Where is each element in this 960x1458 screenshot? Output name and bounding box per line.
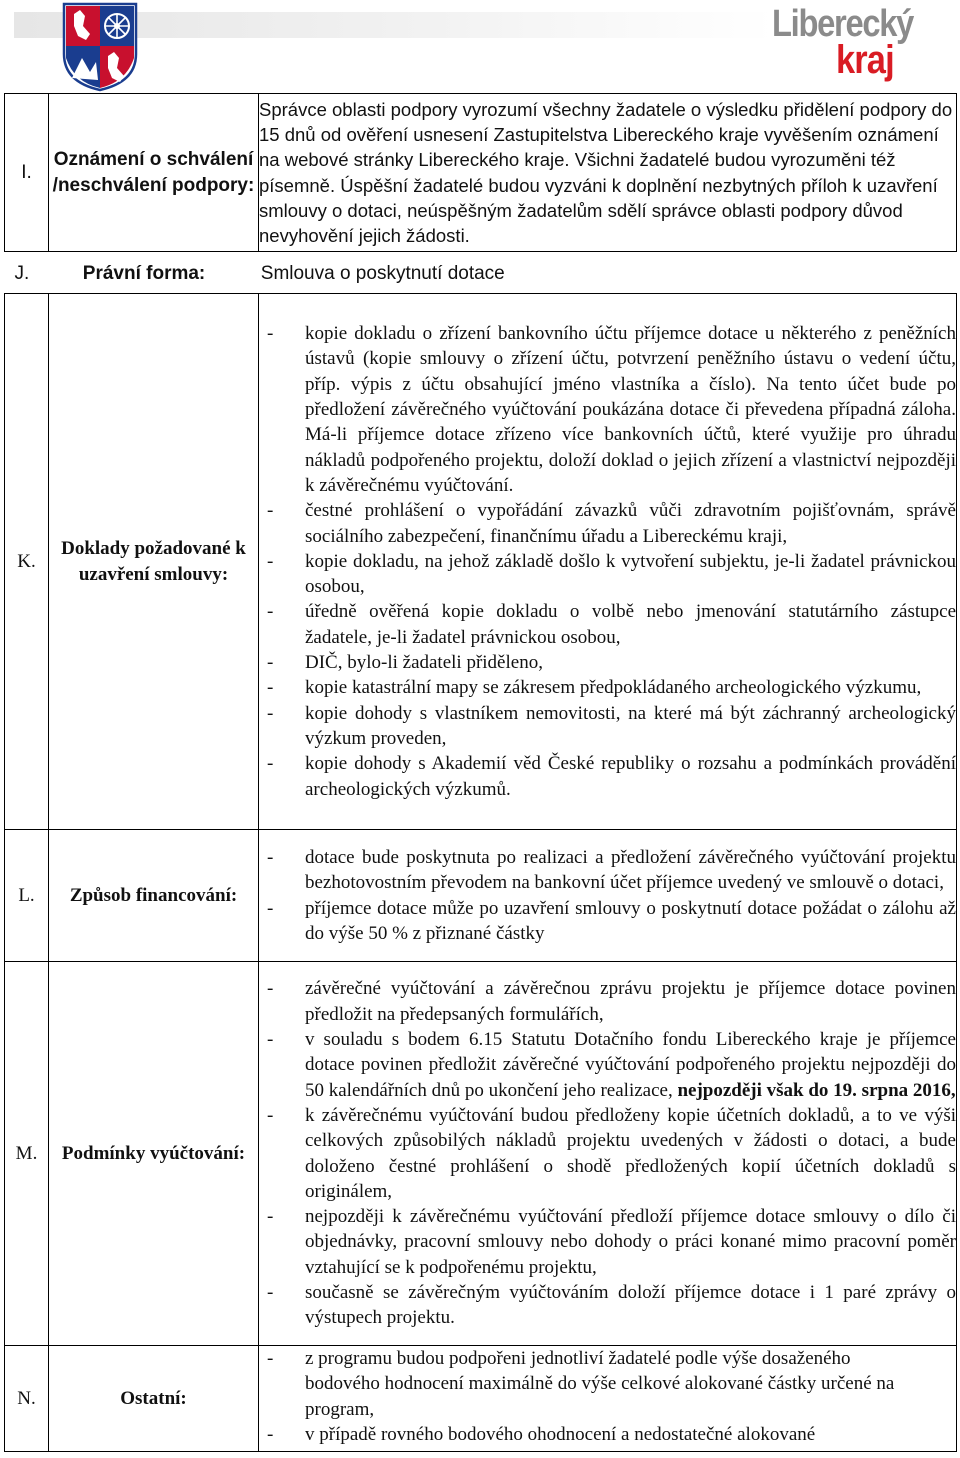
list-item: - DIČ, bylo-li žadateli přiděleno, — [259, 650, 956, 675]
financing-list — [259, 845, 956, 946]
accounting-conditions-list — [259, 976, 956, 1330]
table-row-j — [5, 252, 957, 294]
grant-conditions-table — [4, 93, 957, 1452]
coat-of-arms-icon — [62, 2, 138, 92]
table-row-m — [5, 962, 957, 1346]
row-content — [259, 1346, 957, 1452]
list-item: - v případě rovného bodového ohodnocení a nedostatečné alokované — [259, 1422, 916, 1446]
list-item: - z programu budou podpořeni jednotliví žadatelé podle výše dosaženého bodového hodnocení maximálně do výše celkové alokované částky určené na program, — [259, 1346, 916, 1422]
logo-text-bottom: kraj — [836, 38, 894, 82]
list-item: - současně se závěrečným vyúčtováním doloží příjemce dotace i 1 paré zprávy o výstupech projektu. — [259, 1280, 956, 1331]
list-item: - nejpozději k závěrečnému vyúčtování předloží příjemce dotace smlouvy o dílo či objednávky, pracovní smlouvy nebo dohody o práci konané mimo pracovní poměr vztahující se k podpořenému projektu, — [259, 1204, 956, 1280]
page-header — [0, 0, 960, 92]
list-item — [259, 1027, 956, 1103]
row-content — [259, 962, 957, 1346]
row-label: Oznámení o schválení /neschválení podpory: — [49, 94, 259, 252]
legal-form-line — [5, 252, 957, 294]
list-item: - k závěrečnému vyúčtování budou předloženy kopie účetních dokladů, a to ve výši celkových způsobilých nákladů projektu uvedených v žádosti o dotaci, a bude doloženo čestné prohlášení o shodě předložených kopií účetních dokladů s originálem, — [259, 1103, 956, 1204]
table-row-i — [5, 94, 957, 252]
list-item: - dotace bude poskytnuta po realizaci a předložení závěrečného vyúčtování projektu bezhotovostním převodem na bankovní účet příjemce uvedený ve smlouvě o dotaci, — [259, 845, 956, 896]
deadline-text: nejpozději však do 19. srpna 2016, — [677, 1079, 956, 1101]
row-content — [259, 830, 957, 962]
list-item: - kopie dokladu, na jehož základě došlo k vytvoření subjektu, je-li žadatel právnickou osobou, — [259, 549, 956, 600]
row-content — [259, 294, 957, 830]
row-label: Podmínky vyúčtování: — [49, 962, 259, 1346]
table-row-n — [5, 1346, 957, 1452]
row-label: Způsob financování: — [49, 830, 259, 962]
other-conditions-clip — [259, 1346, 956, 1446]
logo-text-top: Liberecký — [772, 3, 913, 45]
list-item: - kopie katastrální mapy se zákresem předpokládaného archeologického výzkumu, — [259, 675, 956, 700]
table-row-k — [5, 294, 957, 830]
row-letter: L. — [5, 830, 49, 962]
row-letter: K. — [5, 294, 49, 830]
row-label: Právní forma: — [82, 262, 206, 284]
legal-form-value: Smlouva o poskytnutí dotace — [260, 262, 505, 284]
required-documents-list — [259, 321, 956, 802]
row-letter: J. — [14, 262, 30, 284]
list-item: - kopie dohody s vlastníkem nemovitosti, na které má být záchranný archeologický výzkum proveden, — [259, 701, 956, 752]
row-label: Doklady požadované k uzavření smlouvy: — [49, 294, 259, 830]
list-item: - závěrečné vyúčtování a závěrečnou zprávu projektu je příjemce dotace povinen předložit na předepsaných formulářích, — [259, 976, 956, 1027]
row-label: Ostatní: — [49, 1346, 259, 1452]
other-conditions-list — [259, 1346, 956, 1446]
row-letter: I. — [5, 94, 49, 252]
row-letter: N. — [5, 1346, 49, 1452]
list-item: - čestné prohlášení o vypořádání závazků vůči zdravotním pojišťovnám, správě sociálního zabezpečení, finančnímu úřadu a Libereckému kraji, — [259, 498, 956, 549]
list-item: - kopie dohody s Akademií věd České republiky o rozsahu a podmínkách provádění archeologických výzkumů. — [259, 751, 956, 802]
list-item-text: v souladu s bodem 6.15 Statutu Dotačního fondu Libereckého kraje je příjemce dotace povinen předložit závěrečné vyúčtování podpořeného projektu nejpozději do 50 kalendářních dnů po ukončení jeho realizace, — [305, 1029, 956, 1101]
row-letter: M. — [5, 962, 49, 1346]
list-item: - kopie dokladu o zřízení bankovního účtu příjemce dotace u některého z peněžních ústavů (kopie smlouvy o zřízení účtu, potvrzení peněžního ústavu o vedení účtu, příp. výpis z účtu obsahující jméno vlastníka a číslo). Na tento účet bude po předložení závěrečného vyúčtování poukázána dotace či převedena případná záloha. Má-li příjemce dotace zřízeno více bankovních účtů, které využije pro úhradu nákladů podpořeného projektu, doloží doklad o jejich zřízení a vlastnictví nejpozději k závěrečnému vyúčtování. — [259, 321, 956, 498]
row-content: Správce oblasti podpory vyrozumí všechny žadatele o výsledku přidělení podpory do 15 dnů od ověření usnesení Zastupitelstva Libereckého kraje vyvěšením oznámení na webové stránky Libereckého kraje. Všichni žadatelé budou vyrozuměni též písemně. Úspěšní žadatelé budou vyzváni k doplnění nezbytných příloh k uzavření smlouvy o dotaci, neúspěšným žadatelům sdělí správce oblasti podpory důvod nevyhovění jejich žádosti. — [259, 94, 957, 252]
list-item: - úředně ověřená kopie dokladu o volbě nebo jmenování statutárního zástupce žadatele, je-li žadatel právnickou osobou, — [259, 599, 956, 650]
liberecky-kraj-logo — [772, 3, 948, 84]
list-item: - příjemce dotace může po uzavření smlouvy o poskytnutí dotace požádat o zálohu až do výše 50 % z přiznané částky — [259, 896, 956, 947]
table-row-l — [5, 830, 957, 962]
